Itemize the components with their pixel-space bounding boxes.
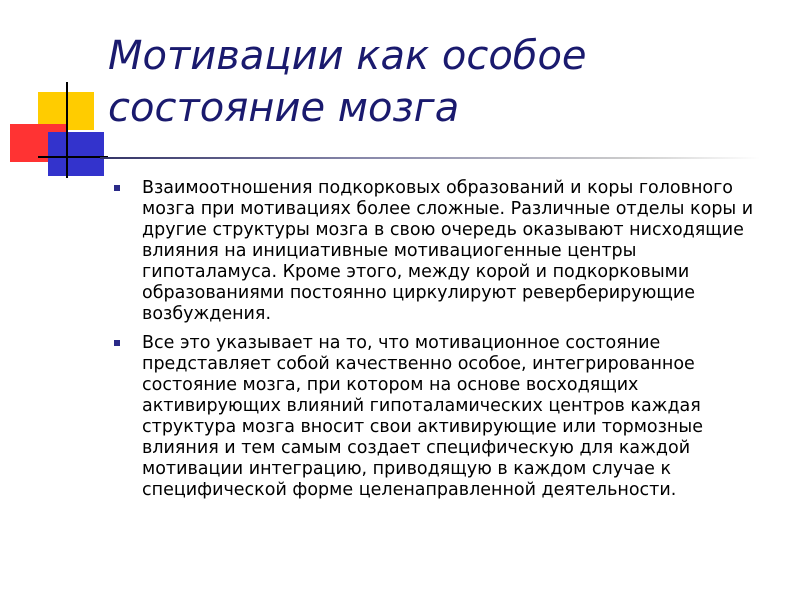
logo-horizontal-line <box>38 156 108 158</box>
bullet-item <box>110 333 770 501</box>
slide-title: Мотивации как особое состояние мозга <box>108 33 587 131</box>
blue-block <box>48 132 104 176</box>
square-bullet-icon <box>114 340 120 346</box>
bullet-text: Взаимоотношения подкорковых образований и коры головного мозга при мотивациях более сложные. Различные отделы коры и другие структуры мозга в свою очередь оказывают нисходящие влияния на инициативные мотивациогенные центры гипоталамуса. Кроме этого, между корой и подкорковыми образованиями постоянно циркулируют реверберирующие возбуждения. <box>142 178 754 324</box>
bullet-list <box>110 178 770 509</box>
square-bullet-icon <box>114 185 120 191</box>
bullet-item <box>110 178 770 325</box>
logo-vertical-line <box>66 82 68 178</box>
bullet-text: Все это указывает на то, что мотивационное состояние представляет собой качественно особое, интегрированное состояние мозга, при котором на основе восходящих активирующих влияний гипоталамических центров каждая структура мозга вносит свои активирующие или тормозные влияния и тем самым создает специфическую для каждой мотивации интеграцию, приводящую в каждом случае к специфической форме целенаправленной деятельности. <box>142 333 703 500</box>
title-divider <box>100 157 760 159</box>
